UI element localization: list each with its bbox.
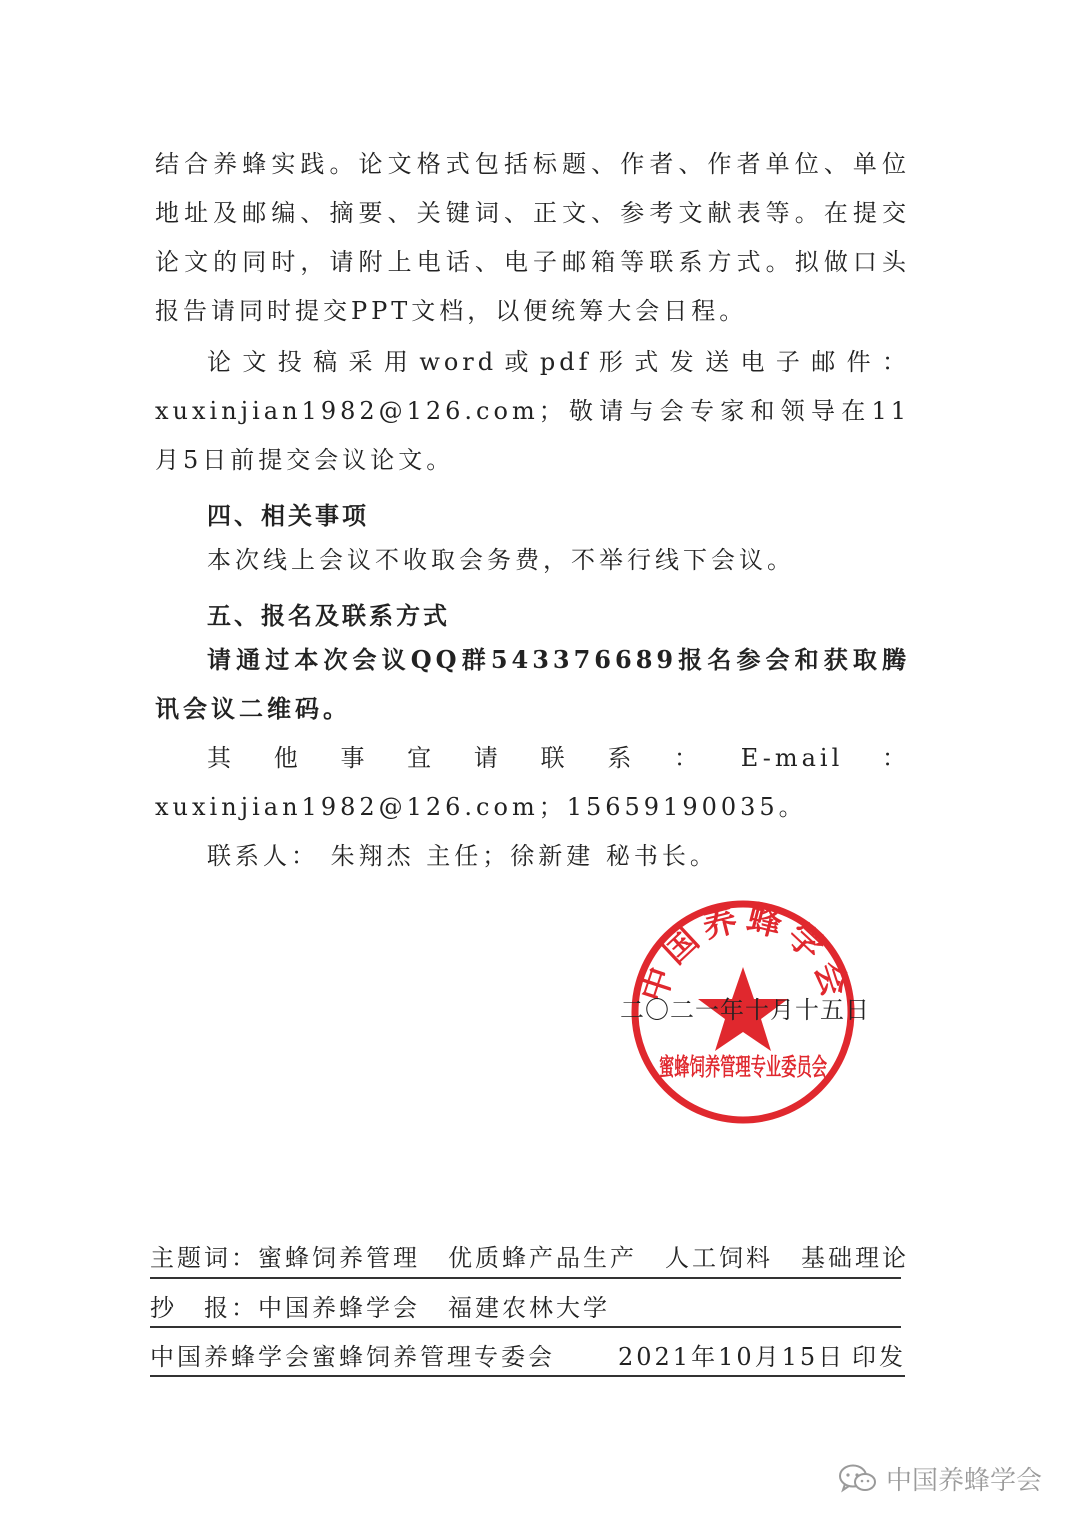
- paragraph-paper-format: 结合养蜂实践。论文格式包括标题、作者、作者单位、单位地址及邮编、摘要、关键词、正文、参考文献表等。在提交论文的同时，请附上电话、电子邮箱等联系方式。拟做口头报告请同时提交PPT文档，以便统筹大会日程。: [155, 150, 910, 325]
- cc-label: 抄 报：: [150, 1294, 258, 1322]
- keyword-item: 人工饲料: [665, 1244, 773, 1272]
- keywords-label: 主题词：: [150, 1244, 258, 1272]
- paragraph-contact: 其他事宜请联系：E-mail：xuxinjian1982@126.com；15659190035。: [155, 744, 910, 821]
- cc-item: 福建农林大学: [448, 1294, 610, 1322]
- issue-suffix: 印发: [852, 1343, 906, 1371]
- footer-cc-row: [150, 1288, 610, 1323]
- watermark-text: 中国养蜂学会: [886, 1466, 1043, 1496]
- paragraph-qq-group: 请通过本次会议QQ群543376689报名参会和获取腾讯会议二维码。: [155, 645, 910, 723]
- paragraph-submission: 论文投稿采用word或pdf形式发送电子邮件：xuxinjian1982@126.com；敬请与会专家和领导在11月5日前提交会议论文。: [155, 348, 910, 474]
- footer-keywords-row: [150, 1238, 909, 1273]
- wechat-icon: [838, 1463, 878, 1495]
- section-heading-registration: 五、报名及联系方式: [207, 601, 450, 630]
- paragraph-fees: 本次线上会议不收取会务费，不举行线下会议。: [207, 546, 795, 574]
- issuer-name: 中国养蜂学会蜜蜂饲养管理专委会: [150, 1343, 555, 1371]
- footer-divider: [150, 1326, 901, 1328]
- seal-bottom-text: 蜜蜂饲养管理专业委员会: [659, 1053, 827, 1081]
- footer-divider: [150, 1375, 905, 1377]
- paragraph-contact-persons: 联系人： 朱翔杰 主任；徐新建 秘书长。: [207, 842, 718, 870]
- footer-divider: [150, 1277, 901, 1279]
- wechat-watermark: [838, 1460, 1042, 1497]
- keyword-item: 蜜蜂饲养管理: [258, 1244, 420, 1272]
- keyword-item: 基础理论: [801, 1244, 909, 1272]
- signature-date: 二〇二一年十月十五日: [620, 996, 870, 1024]
- section-heading-related-matters: 四、相关事项: [207, 501, 369, 530]
- footer-issuer-row: [150, 1337, 906, 1372]
- keyword-item: 优质蜂产品生产: [448, 1244, 637, 1272]
- seal-top-text: 中国养蜂学会: [633, 897, 857, 1008]
- cc-item: 中国养蜂学会: [258, 1294, 420, 1322]
- issue-date: 2021年10月15日: [618, 1343, 846, 1371]
